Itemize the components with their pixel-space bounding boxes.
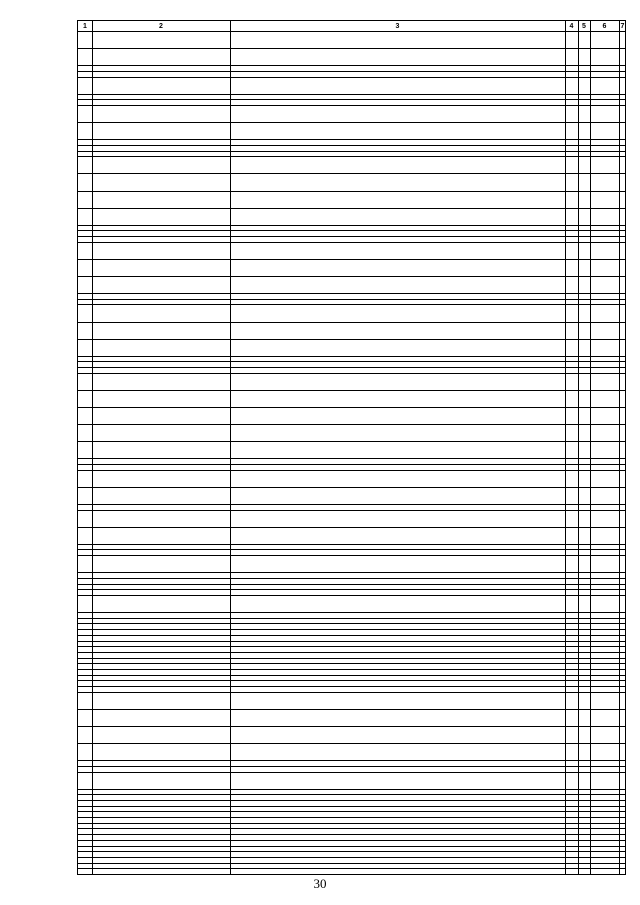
row-separator (78, 487, 625, 488)
row-separator (78, 646, 625, 647)
row-separator (78, 527, 625, 528)
row-separator (78, 367, 625, 368)
row-separator (78, 828, 625, 829)
column-divider (590, 21, 591, 874)
row-separator (78, 299, 625, 300)
row-separator (78, 65, 625, 66)
row-separator (78, 504, 625, 505)
row-separator (78, 572, 625, 573)
row-separator (78, 851, 625, 852)
row-separator (78, 71, 625, 72)
header-separator (78, 31, 625, 32)
works-table (77, 20, 626, 875)
row-separator (78, 857, 625, 858)
row-separator (78, 772, 625, 773)
row-separator (78, 811, 625, 812)
header-cell-3: 3 (395, 22, 400, 30)
row-separator (78, 623, 625, 624)
row-separator (78, 151, 625, 152)
row-separator (78, 407, 625, 408)
row-separator (78, 686, 625, 687)
row-separator (78, 863, 625, 864)
column-divider (565, 21, 566, 874)
row-separator (78, 293, 625, 294)
row-separator (78, 356, 625, 357)
page-number: 30 (313, 876, 327, 891)
row-separator (78, 760, 625, 761)
row-separator (78, 618, 625, 619)
row-separator (78, 635, 625, 636)
column-divider (619, 21, 620, 874)
row-separator (78, 441, 625, 442)
row-separator (78, 578, 625, 579)
row-separator (78, 817, 625, 818)
column-divider (578, 21, 579, 874)
row-separator (78, 105, 625, 106)
row-separator (78, 339, 625, 340)
row-separator (78, 766, 625, 767)
row-separator (78, 236, 625, 237)
row-separator (78, 424, 625, 425)
row-separator (78, 173, 625, 174)
row-separator (78, 94, 625, 95)
row-separator (78, 464, 625, 465)
row-separator (78, 846, 625, 847)
row-separator (78, 322, 625, 323)
row-separator (78, 77, 625, 78)
row-separator (78, 663, 625, 664)
row-separator (78, 276, 625, 277)
row-separator (78, 156, 625, 157)
header-cell-6: 6 (602, 22, 607, 30)
row-separator (78, 139, 625, 140)
row-separator (78, 549, 625, 550)
row-separator (78, 230, 625, 231)
row-separator (78, 470, 625, 471)
row-separator (78, 48, 625, 49)
row-separator (78, 304, 625, 305)
row-separator (78, 584, 625, 585)
row-separator (78, 743, 625, 744)
row-separator (78, 208, 625, 209)
row-separator (78, 800, 625, 801)
row-separator (78, 823, 625, 824)
row-separator (78, 242, 625, 243)
row-separator (78, 652, 625, 653)
header-cell-5: 5 (582, 22, 586, 30)
header-cell-4: 4 (569, 22, 574, 30)
row-separator (78, 629, 625, 630)
row-separator (78, 510, 625, 511)
column-divider (92, 21, 93, 874)
row-separator (78, 589, 625, 590)
header-cell-7: 7 (620, 22, 625, 30)
row-separator (78, 675, 625, 676)
row-separator (78, 122, 625, 123)
row-separator (78, 373, 625, 374)
header-cell-2: 2 (159, 22, 163, 30)
row-separator (78, 834, 625, 835)
row-separator (78, 595, 625, 596)
row-separator (78, 789, 625, 790)
row-separator (78, 390, 625, 391)
row-separator (78, 709, 625, 710)
row-separator (78, 259, 625, 260)
row-separator (78, 794, 625, 795)
row-separator (78, 726, 625, 727)
row-separator (78, 806, 625, 807)
row-separator (78, 669, 625, 670)
row-separator (78, 692, 625, 693)
row-separator (78, 840, 625, 841)
row-separator (78, 361, 625, 362)
row-separator (78, 680, 625, 681)
column-divider (230, 21, 231, 874)
row-separator (78, 868, 625, 869)
row-separator (78, 458, 625, 459)
row-separator (78, 145, 625, 146)
header-cell-1: 1 (83, 22, 87, 30)
row-separator (78, 641, 625, 642)
row-separator (78, 191, 625, 192)
row-separator (78, 612, 625, 613)
row-separator (78, 658, 625, 659)
row-separator (78, 225, 625, 226)
row-separator (78, 99, 625, 100)
row-separator (78, 555, 625, 556)
row-separator (78, 544, 625, 545)
